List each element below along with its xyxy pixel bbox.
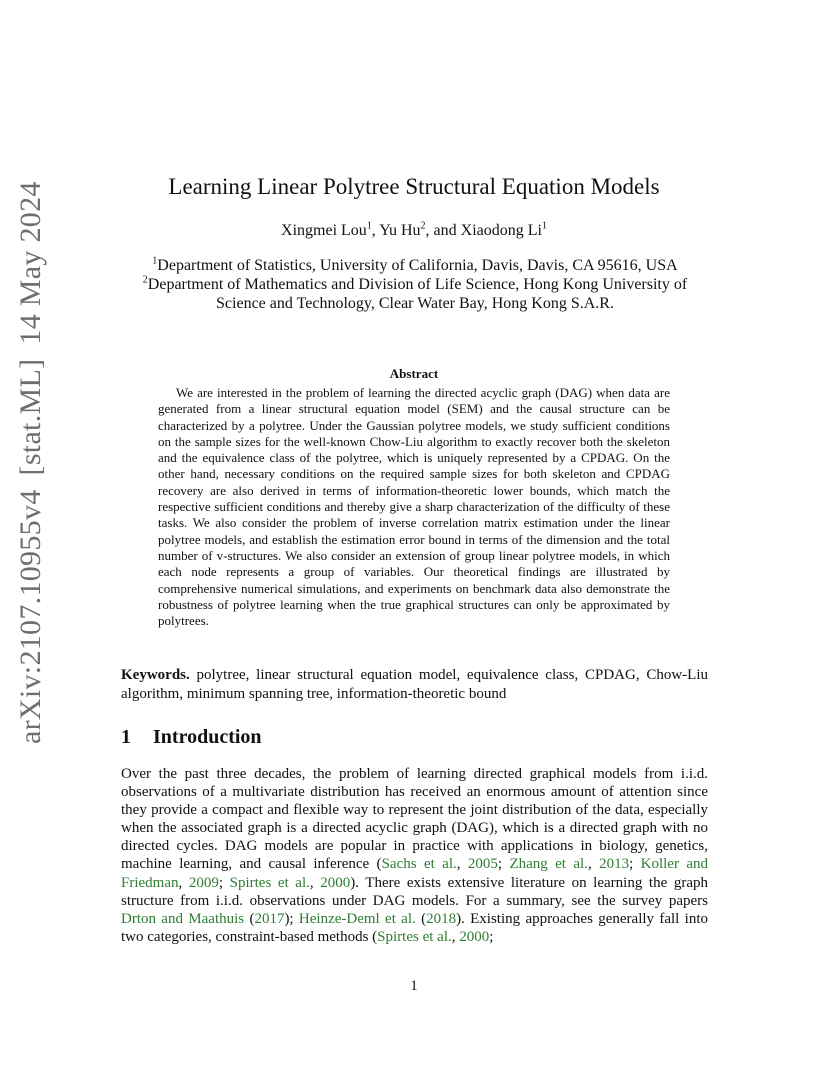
- body-text: );: [284, 910, 299, 927]
- body-text: ). Existing approaches generally fall into two categories, constraint-based methods (: [121, 910, 708, 945]
- body-text: ;: [218, 874, 230, 891]
- body-text: (: [415, 910, 427, 927]
- affiliation-mark: 2: [142, 274, 148, 286]
- section-title: Introduction: [153, 726, 262, 748]
- citation-link[interactable]: 2018: [426, 910, 457, 927]
- author-affiliation-mark: 1: [366, 220, 372, 232]
- arxiv-id: arXiv:2107.10955v4: [14, 489, 47, 744]
- author-name: Yu Hu: [379, 222, 421, 239]
- citation-link[interactable]: 2013: [599, 856, 630, 873]
- body-text: ,: [178, 874, 189, 891]
- author-list: [0, 222, 828, 240]
- body-text: Over the past three decades, the problem of learning directed graphical models from i.i.d. observations of a multivariate distribution has received an enormous amount of attention since they provide a compact and flexible way to represent the joint distribution of the data, especially when the associated graph is a directed acyclic graph (DAG), which is a directed graph with no directed cycles. DAG models are popular in practice with applications in biology, genetics, machine learning, and causal inference (: [121, 766, 708, 873]
- citation-link[interactable]: 2000: [320, 874, 351, 891]
- citation-link[interactable]: 2005: [467, 856, 498, 873]
- body-text: ,: [456, 856, 468, 873]
- citation-link[interactable]: Koller and Friedman: [121, 856, 709, 891]
- citation-link[interactable]: Spirtes et al.: [377, 928, 452, 945]
- citation-link[interactable]: 2009: [188, 874, 219, 891]
- section-number: 1: [121, 726, 131, 748]
- arxiv-date: 14 May 2024: [14, 181, 47, 345]
- affiliation-line: [120, 275, 710, 313]
- author-separator: ,: [371, 222, 380, 239]
- citation-link[interactable]: Heinze-Deml et al.: [298, 910, 416, 927]
- author-name: Xiaodong Li: [460, 222, 542, 239]
- author-separator: , and: [425, 222, 461, 239]
- author-name: Xingmei Lou: [281, 222, 367, 239]
- body-text: ;: [489, 928, 494, 945]
- body-text: ,: [587, 856, 600, 873]
- author-affiliation-mark: 1: [541, 220, 547, 232]
- author-affiliation-mark: 2: [420, 220, 426, 232]
- citation-link[interactable]: Zhang et al.: [509, 856, 588, 873]
- keywords-paragraph: [121, 666, 708, 704]
- body-text: ). There exists extensive literature on learning the graph structure from i.i.d. observations under DAG models. For a summary, see the survey papers: [121, 874, 708, 909]
- body-text: ;: [497, 856, 510, 873]
- citation-link[interactable]: Spirtes et al.: [229, 874, 310, 891]
- page-number: 1: [410, 978, 418, 994]
- body-text: (: [244, 910, 255, 927]
- citation-link[interactable]: Sachs et al.: [381, 856, 457, 873]
- abstract-heading: Abstract: [389, 366, 439, 381]
- citation-link[interactable]: Drton and Maathuis: [121, 910, 245, 927]
- abstract-body: We are interested in the problem of learning the directed acyclic graph (DAG) when data are generated from a linear structural equation model (SEM) and the causal structure can be characterized by a polytree. Under the Gaussian polytree models, we study sufficient conditions on the sample sizes for the well-known Chow-Liu algorithm to exactly recover both the skeleton and the equivalence class of the polytree, which is uniquely represented by a CPDAG. On the other hand, necessary conditions on the required sample sizes for both skeleton and CPDAG recovery are also derived in terms of information-theoretic lower bounds, which match the respective sufficient conditions and thereby give a sharp characterization of the difficulty of these tasks. We also consider the problem of inverse correlation matrix estimation under the linear polytree models, and establish the estimation error bound in terms of the dimension and the total number of v-structures. We also consider an extension of group linear polytree models, in which each node represents a group of variables. Our theoretical findings are illustrated by comprehensive numerical simulations, and experiments on benchmark data also demonstrate the robustness of polytree learning when the true graphical structures can only be approximated by polytrees.: [158, 385, 670, 629]
- citation-link[interactable]: 2017: [254, 910, 285, 927]
- affiliation-line: [120, 256, 710, 275]
- body-text: ,: [451, 928, 460, 945]
- body-text: ;: [629, 856, 641, 873]
- paper-title: Learning Linear Polytree Structural Equation Models: [168, 174, 660, 199]
- body-text: ,: [309, 874, 321, 891]
- affiliation-text: Department of Statistics, University of California, Davis, Davis, CA 95616, USA: [157, 257, 678, 274]
- affiliation-list: [120, 256, 710, 313]
- keywords-text: polytree, linear structural equation model, equivalence class, CPDAG, Chow-Liu algorithm, minimum spanning tree, information-theoretic bound: [121, 667, 708, 702]
- keywords-label: Keywords.: [121, 667, 190, 683]
- affiliation-mark: 1: [152, 255, 158, 267]
- citation-link[interactable]: 2000: [459, 928, 490, 945]
- section-heading: [121, 726, 262, 749]
- affiliation-text: Department of Mathematics and Division of Life Science, Hong Kong University of Science and Technology, Clear Water Bay, Hong Kong S.A.R.: [147, 276, 688, 312]
- arxiv-identifier-stamp: [14, 181, 48, 744]
- introduction-paragraph: [121, 765, 708, 946]
- arxiv-category: [stat.ML]: [14, 358, 47, 476]
